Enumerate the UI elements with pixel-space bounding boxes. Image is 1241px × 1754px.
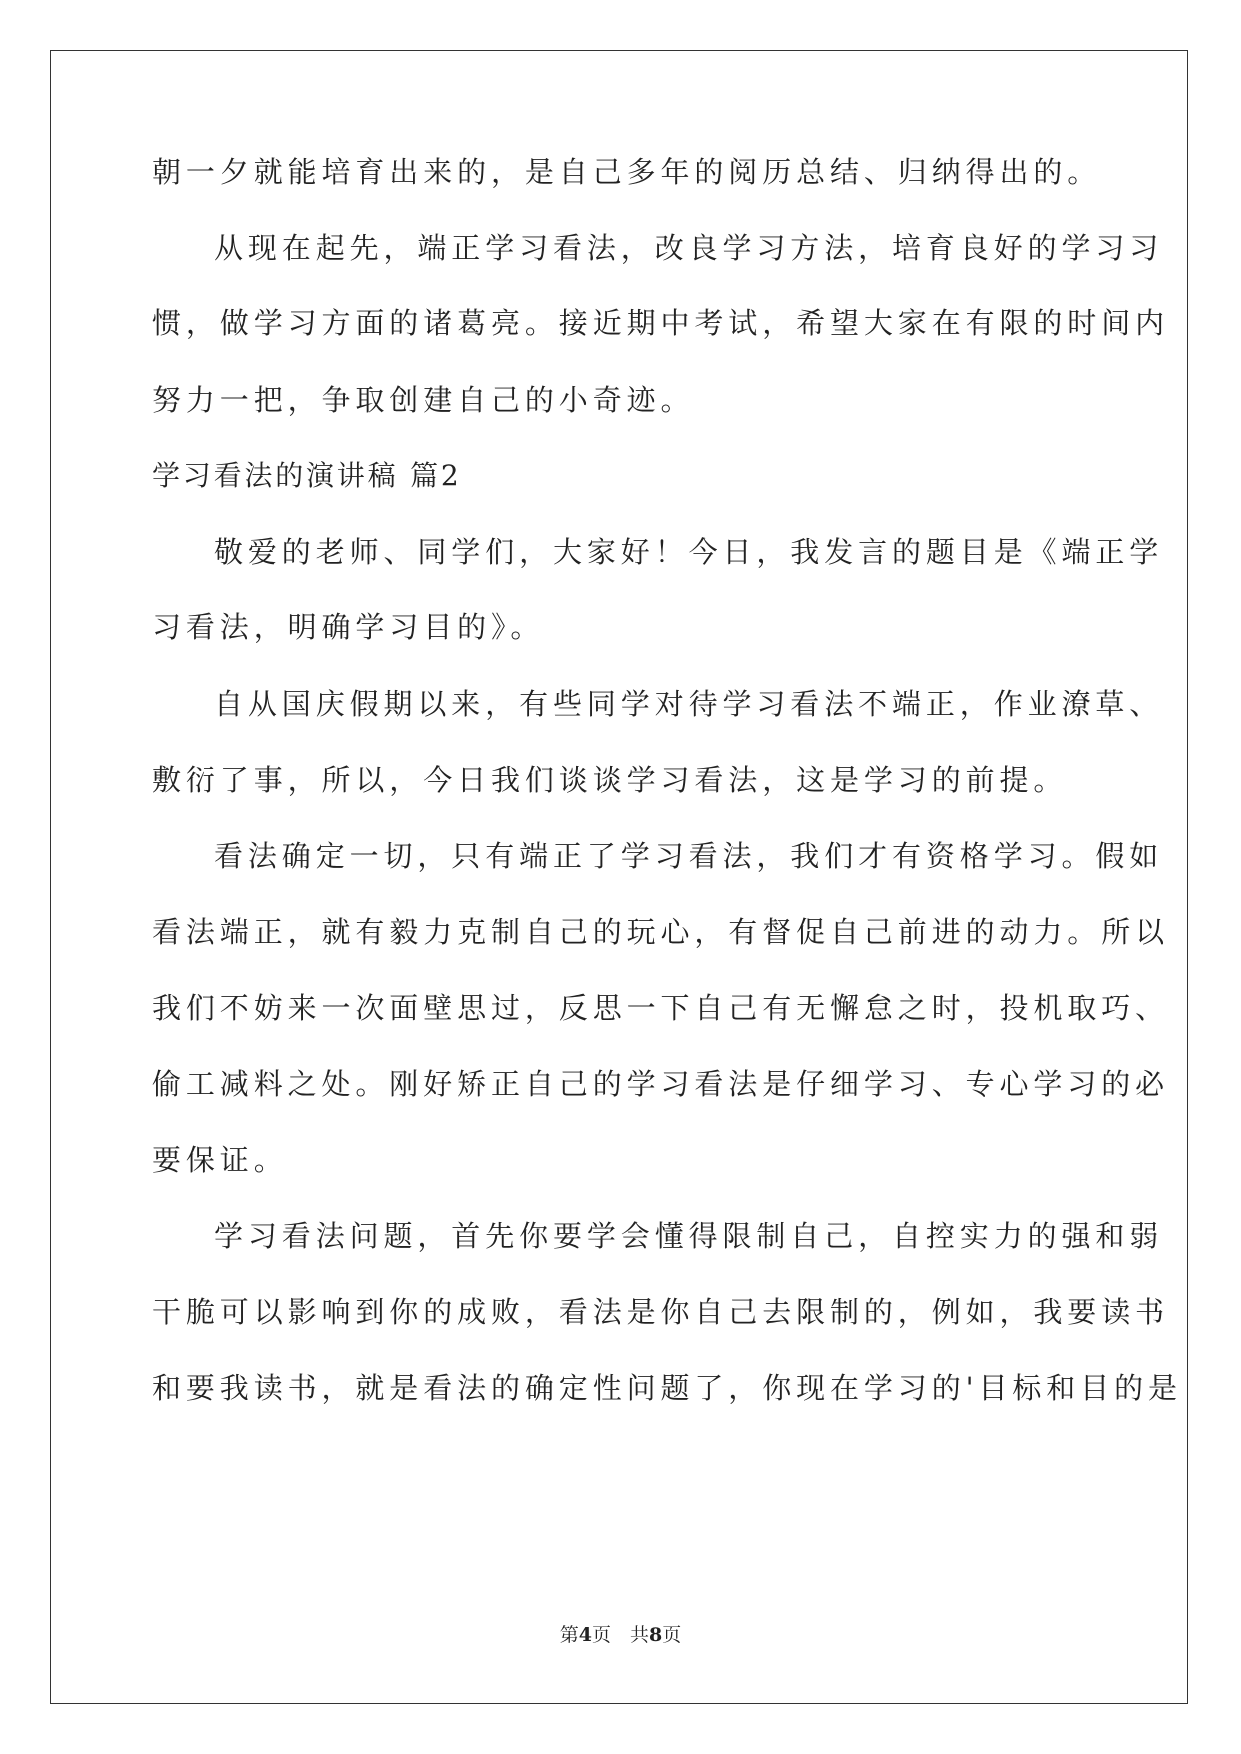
page-number-footer (0, 1623, 1241, 1647)
paragraph-line: 我们不妨来一次面壁思过，反思一下自己有无懈怠之时，投机取巧、 (152, 991, 1170, 1025)
paragraph-line: 习看法，明确学习目的》。 (152, 610, 545, 644)
paragraph-line: 看法确定一切，只有端正了学习看法，我们才有资格学习。假如 (214, 839, 1164, 873)
paragraph-line: 自从国庆假期以来，有些同学对待学习看法不端正，作业潦草、 (214, 687, 1164, 721)
footer-mid: 页 共 (591, 1624, 649, 1646)
paragraph-line: 要保证。 (152, 1143, 288, 1177)
paragraph-line: 敷衍了事，所以，今日我们谈谈学习看法，这是学习的前提。 (152, 763, 1068, 797)
footer-prefix: 第 (559, 1624, 579, 1646)
paragraph-line: 偷工减料之处。刚好矫正自己的学习看法是仔细学习、专心学习的必 (152, 1067, 1170, 1101)
paragraph-line: 和要我读书，就是看法的确定性问题了，你现在学习的'目标和目的是 (152, 1371, 1182, 1405)
paragraph-line: 朝一夕就能培育出来的，是自己多年的阅历总结、归纳得出的。 (152, 155, 1102, 189)
section-heading: 学习看法的演讲稿 篇2 (152, 459, 462, 492)
total-page-number: 8 (649, 1624, 663, 1646)
page-border (50, 50, 1188, 1704)
paragraph-line: 看法端正，就有毅力克制自己的玩心，有督促自己前进的动力。所以 (152, 915, 1170, 949)
paragraph-line: 从现在起先，端正学习看法，改良学习方法，培育良好的学习习 (214, 231, 1164, 265)
paragraph-line: 惯，做学习方面的诸葛亮。接近期中考试，希望大家在有限的时间内 (152, 306, 1170, 340)
footer-suffix: 页 (662, 1624, 682, 1646)
paragraph-line: 敬爱的老师、同学们，大家好！今日，我发言的题目是《端正学 (214, 535, 1164, 569)
current-page-number: 4 (578, 1624, 592, 1646)
paragraph-line: 学习看法问题，首先你要学会懂得限制自己，自控实力的强和弱 (214, 1219, 1164, 1253)
paragraph-line: 努力一把，争取创建自己的小奇迹。 (152, 383, 695, 417)
paragraph-line: 干脆可以影响到你的成败，看法是你自己去限制的，例如，我要读书 (152, 1295, 1170, 1329)
